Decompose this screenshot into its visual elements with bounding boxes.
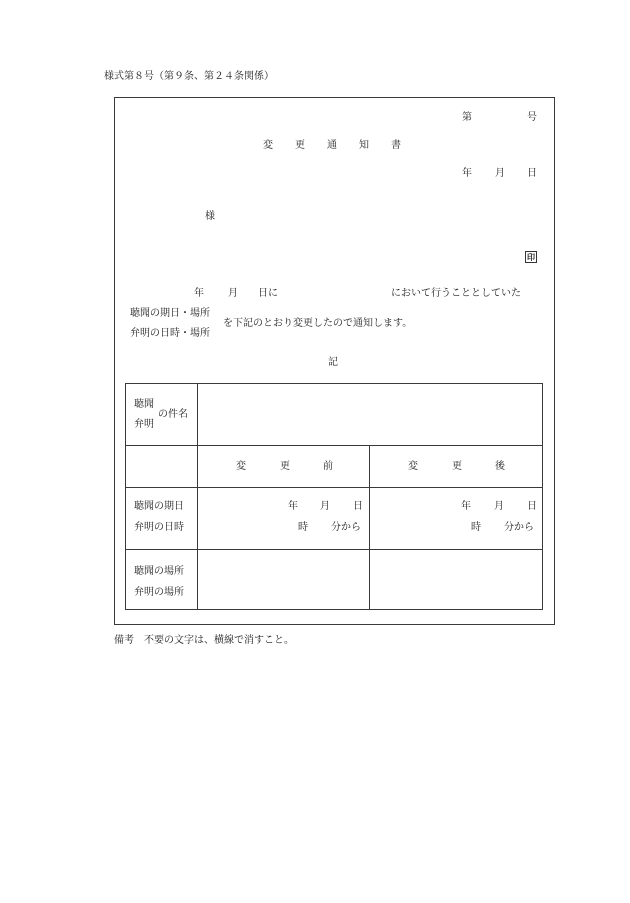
- seal-mark: 印: [527, 252, 535, 262]
- title-char: 通: [327, 140, 337, 151]
- before-year: 年: [288, 501, 298, 512]
- body-date-month: 月: [228, 288, 238, 299]
- header-char: 変: [408, 461, 418, 472]
- subject-explanation: 弁明: [134, 419, 154, 430]
- before-day: 日: [353, 501, 363, 512]
- after-hour: 時: [471, 522, 481, 533]
- body-date-day: 日に: [258, 288, 278, 299]
- header-char: 更: [452, 461, 462, 472]
- header-char: 前: [323, 461, 333, 472]
- title-char: 知: [359, 140, 369, 151]
- row-place-explanation: 弁明の場所: [134, 587, 184, 598]
- after-day: 日: [527, 501, 537, 512]
- header-char: 変: [236, 461, 246, 472]
- issue-date-day: 日: [527, 168, 537, 179]
- table-divider: [197, 383, 198, 610]
- before-month: 月: [320, 501, 330, 512]
- title-char: 書: [391, 140, 401, 151]
- row-date-explanation: 弁明の日時: [134, 522, 184, 533]
- body-item-explanation: 弁明の日時・場所: [130, 328, 210, 339]
- table-divider: [369, 445, 370, 610]
- body-item-hearing: 聴聞の期日・場所: [130, 308, 210, 319]
- table-divider: [125, 445, 543, 446]
- number-prefix: 第: [462, 112, 472, 123]
- before-hour: 時: [298, 522, 308, 533]
- header-char: 更: [280, 461, 290, 472]
- row-place-hearing: 聴聞の場所: [134, 566, 184, 577]
- issue-date-year: 年: [462, 168, 472, 179]
- body-place-clause: において行うこととしていた: [391, 288, 521, 299]
- title-char: 変: [263, 140, 273, 151]
- subject-suffix: の件名: [158, 409, 188, 420]
- number-suffix: 号: [527, 112, 537, 123]
- subject-hearing: 聴聞: [134, 399, 154, 410]
- before-minute: 分から: [331, 522, 361, 533]
- issue-date-month: 月: [495, 168, 505, 179]
- title-char: 更: [295, 140, 305, 151]
- recipient-honorific: 様: [205, 211, 215, 222]
- body-date-year: 年: [194, 288, 204, 299]
- table-divider: [125, 487, 543, 488]
- body-clause-2: を下記のとおり変更したので通知します。: [223, 318, 413, 329]
- table-divider: [125, 549, 543, 550]
- ki-heading: 記: [328, 357, 338, 368]
- after-minute: 分から: [504, 522, 534, 533]
- remarks-note: 備考 不要の文字は、横線で消すこと。: [114, 635, 294, 646]
- header-char: 後: [495, 461, 505, 472]
- form-number-label: 様式第８号（第９条、第２４条関係）: [104, 71, 274, 82]
- after-year: 年: [461, 501, 471, 512]
- after-month: 月: [494, 501, 504, 512]
- row-date-hearing: 聴聞の期日: [134, 501, 184, 512]
